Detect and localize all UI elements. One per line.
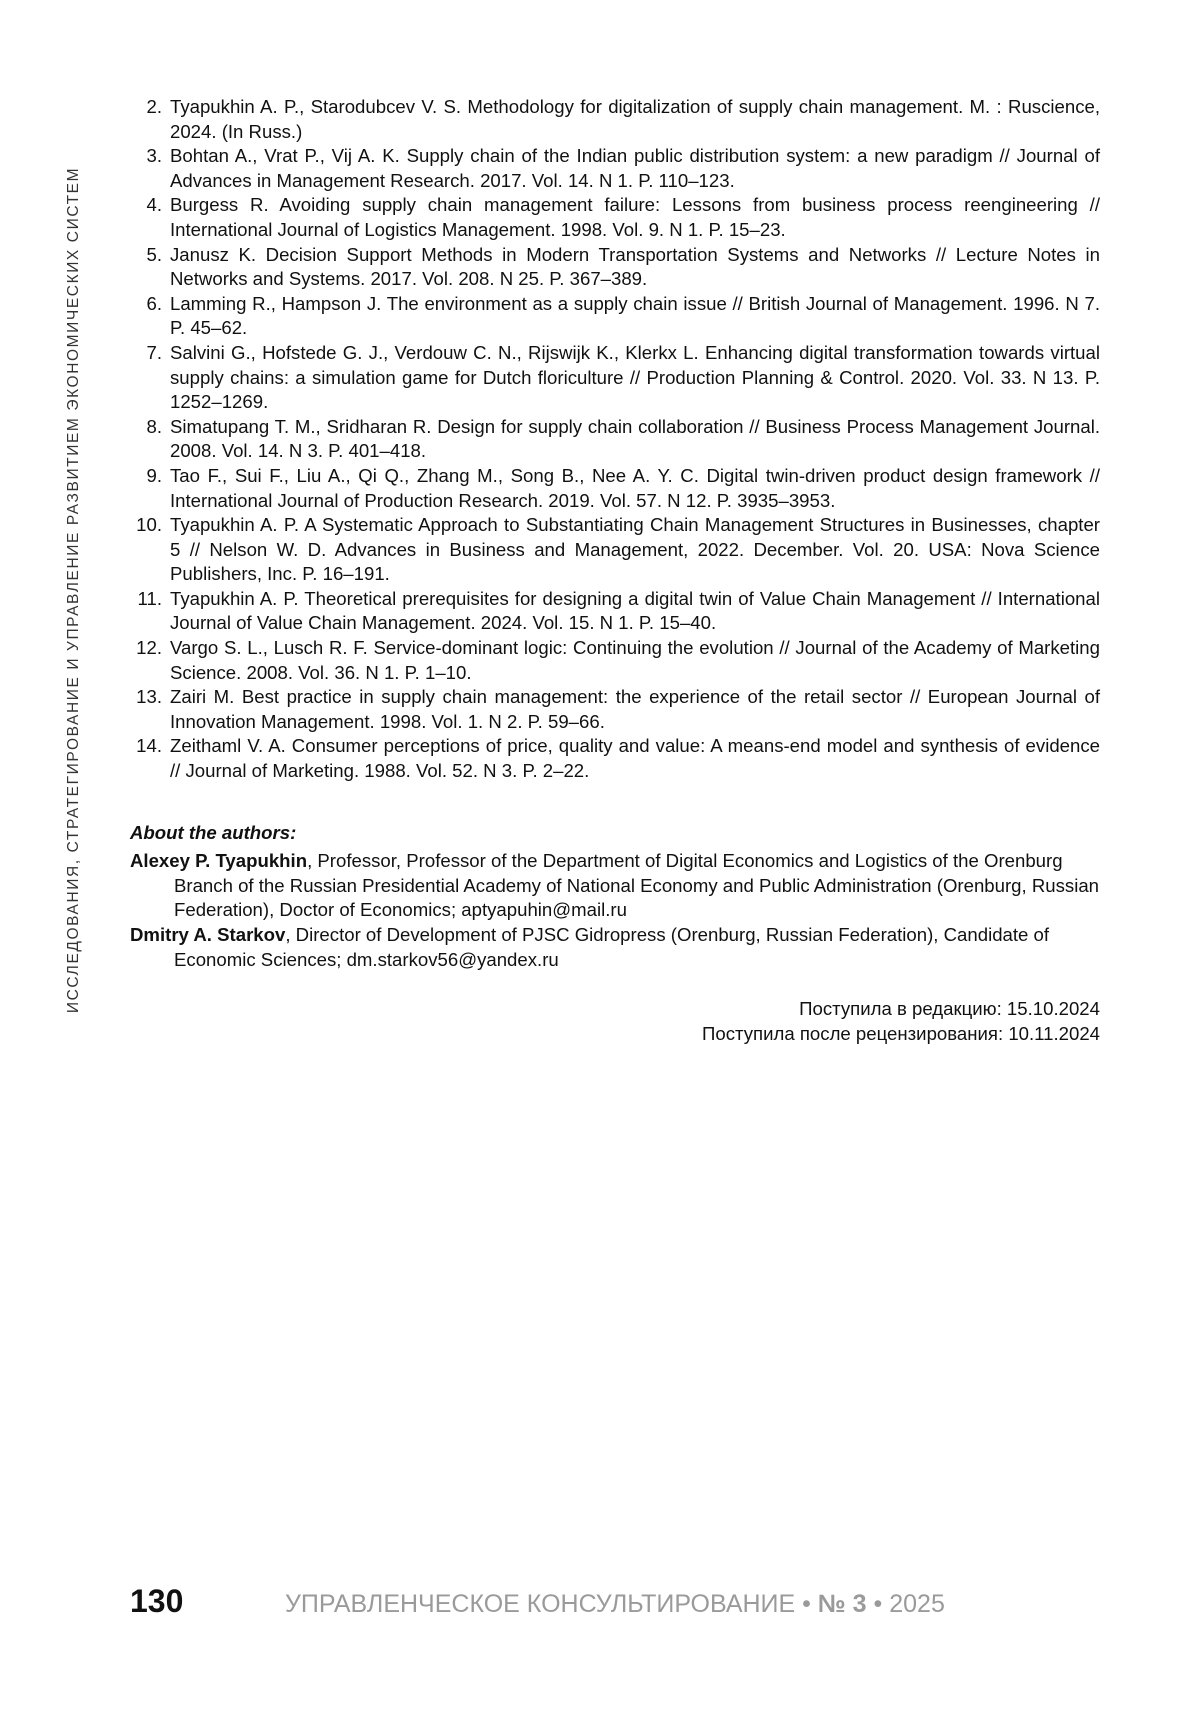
footer-separator: • — [866, 1590, 890, 1618]
reference-text: Zairi M. Best practice in supply chain management: the experience of the retail sector // European Journal of Innovation Management. 1998. Vol. 1. N 2. P. 59–66. — [170, 686, 1100, 732]
issue-number: № 3 — [817, 1590, 867, 1618]
journal-footer — [285, 1590, 945, 1619]
page-number: 130 — [130, 1583, 184, 1619]
reference-text: Tyapukhin A. P., Starodubcev V. S. Methodology for digitalization of supply chain management. M. : Ruscience, 2024. (In Russ.) — [170, 96, 1100, 142]
reference-item — [130, 243, 1100, 292]
reference-number: 8. — [146, 415, 162, 437]
about-authors-heading: About the authors: — [130, 822, 297, 843]
reference-text: Tao F., Sui F., Liu A., Qi Q., Zhang M., Song B., Nee A. Y. C. Digital twin-driven product design framework // International Journal of Production Research. 2019. Vol. 57. N 12. P. 3935–3953. — [170, 464, 1100, 511]
reference-item — [130, 464, 1100, 513]
reference-number: 3. — [146, 145, 162, 167]
reference-text: Zeithaml V. A. Consumer perceptions of price, quality and value: A means-end model and synthesis of evidence // Journal of Marketing. 1988. Vol. 52. N 3. P. 2–22. — [170, 735, 1100, 782]
reference-number: 5. — [146, 243, 162, 265]
reference-item — [130, 685, 1100, 734]
reference-item — [130, 513, 1100, 587]
reference-item — [130, 734, 1100, 783]
reference-item — [130, 95, 1100, 144]
reference-text: Simatupang T. M., Sridharan R. Design for supply chain collaboration // Business Process Management Journal. 2008. Vol. 14. N 3. P. 401–418. — [170, 415, 1100, 462]
reference-number: 13. — [136, 686, 162, 708]
reference-item — [130, 587, 1100, 636]
reference-text: Janusz K. Decision Support Methods in Modern Transportation Systems and Networks // Lecture Notes in Networks and Systems. 2017. Vol. 208. N 25. P. 367–389. — [170, 243, 1100, 290]
journal-name: УПРАВЛЕНЧЕСКОЕ КОНСУЛЬТИРОВАНИЕ — [285, 1590, 796, 1618]
reference-item — [130, 292, 1100, 341]
reference-item — [130, 144, 1100, 193]
revised-date: Поступила после рецензирования: 10.11.2024 — [702, 1023, 1100, 1044]
reference-number: 7. — [146, 341, 162, 363]
reference-number: 14. — [136, 735, 162, 757]
reference-list — [130, 95, 1100, 784]
author-name: Dmitry A. Starkov — [130, 924, 286, 945]
reference-number: 2. — [146, 96, 162, 117]
reference-item — [130, 415, 1100, 464]
author-details: , Professor, Professor of the Department of Digital Economics and Logistics of the Orenburg Branch of the Russian Presidential Academy of National Economy and Public Administration (Orenburg, Russian Federation), Doctor of Economics; aptyapuhin@mail.ru — [174, 850, 1100, 921]
reference-item — [130, 341, 1100, 415]
author-name: Alexey P. Tyapukhin — [130, 850, 308, 871]
reference-item — [130, 193, 1100, 242]
received-date: Поступила в редакцию: 15.10.2024 — [799, 998, 1100, 1019]
author-entry — [130, 923, 1100, 972]
received-dates — [702, 996, 1100, 1046]
reference-number: 12. — [136, 637, 162, 659]
reference-number: 4. — [146, 194, 162, 216]
reference-number: 11. — [137, 587, 162, 609]
reference-text: Salvini G., Hofstede G. J., Verdouw C. N., Rijswijk K., Klerkx L. Enhancing digital transformation towards virtual supply chains: a simulation game for Dutch floriculture // Production Planning & Control. 2020. Vol. 33. N 13. P. 1252–1269. — [170, 341, 1100, 413]
side-running-title: ИССЛЕДОВАНИЯ, СТРАТЕГИРОВАНИЕ И УПРАВЛЕНИЕ РАЗВИТИЕМ ЭКОНОМИЧЕСКИХ СИСТЕМ — [65, 166, 82, 1014]
author-entry — [130, 849, 1100, 923]
reference-text: Burgess R. Avoiding supply chain management failure: Lessons from business process reengineering // International Journal of Logistics Management. 1998. Vol. 9. N 1. P. 15–23. — [170, 194, 1100, 240]
reference-text: Bohtan A., Vrat P., Vij A. K. Supply chain of the Indian public distribution system: a new paradigm // Journal of Advances in Management Research. 2017. Vol. 14. N 1. P. 110–123. — [170, 145, 1100, 191]
reference-text: Tyapukhin A. P. Theoretical prerequisites for designing a digital twin of Value Chain Management // International Journal of Value Chain Management. 2024. Vol. 15. N 1. P. 15–40. — [170, 587, 1100, 634]
reference-number: 9. — [146, 464, 162, 486]
issue-year: 2025 — [889, 1590, 945, 1618]
reference-number: 6. — [146, 292, 162, 314]
reference-text: Vargo S. L., Lusch R. F. Service-dominant logic: Continuing the evolution // Journal of the Academy of Marketing Science. 2008. Vol. 36. N 1. P. 1–10. — [170, 637, 1100, 683]
author-details: , Director of Development of PJSC Gidropress (Orenburg, Russian Federation), Candidate of Economic Sciences; dm.starkov56@yandex.ru — [174, 924, 1050, 970]
footer-separator: • — [795, 1590, 818, 1618]
reference-item — [130, 636, 1100, 685]
reference-text: Tyapukhin A. P. A Systematic Approach to Substantiating Chain Management Structures in Businesses, chapter 5 // Nelson W. D. Advances in Business and Management, 2022. December. Vol. 20. USA: Nova Science Publishers, Inc. P. 16–191. — [170, 514, 1100, 585]
reference-number: 10. — [136, 514, 162, 536]
reference-text: Lamming R., Hampson J. The environment as a supply chain issue // British Journal of Management. 1996. N 7. P. 45–62. — [170, 292, 1100, 339]
